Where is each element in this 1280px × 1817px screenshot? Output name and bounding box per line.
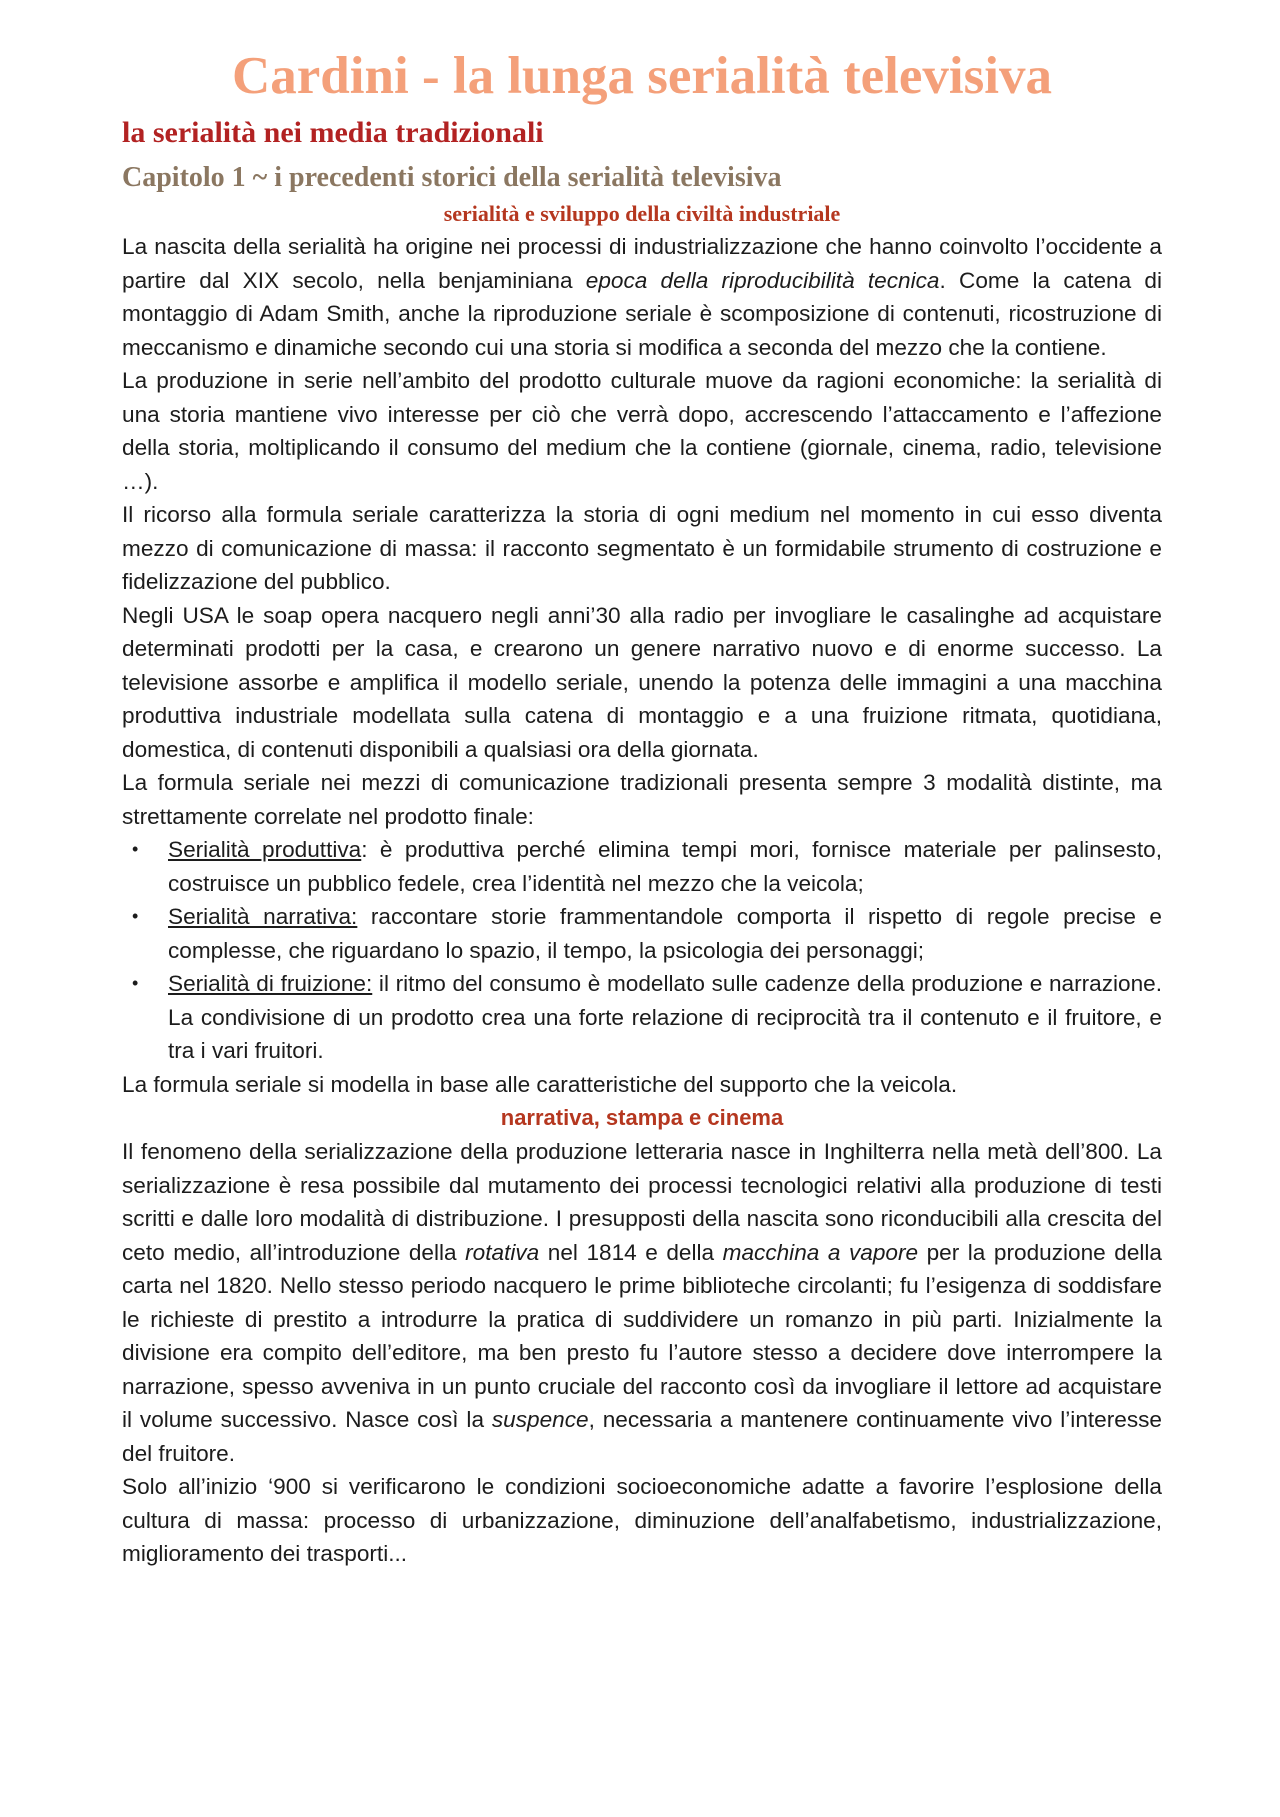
paragraph (122, 230, 1162, 364)
paragraph: La produzione in serie nell’ambito del prodotto culturale muove da ragioni economiche: la serialità di una storia mantiene vivo interesse per ciò che verrà dopo, accrescendo l’attaccamento e l’affezione della storia, moltiplicando il consumo del medium che la contiene (giornale, cinema, radio, televisione …). (122, 368, 1162, 494)
italic-text: macchina a vapore (722, 1239, 919, 1265)
italic-text: epoca della riproducibilità tecnica (585, 267, 940, 293)
text-run: . Come la catena di montaggio di Adam Smith, anche la riproduzione seriale è scomposizione di contenuti, ricostruzione di meccanismo e dinamiche secondo cui una storia si modifica a seconda del mezzo che la contiene. (122, 267, 1162, 360)
list-item (168, 833, 1162, 900)
list-item (168, 900, 1162, 967)
document-title: Cardini - la lunga serialità televisiva (232, 47, 1052, 105)
italic-text: rotativa (465, 1239, 540, 1265)
paragraph: Negli USA le soap opera nacquero negli anni’30 alla radio per invogliare le casalinghe ad acquistare determinati prodotti per la casa, e crearono un genere narrativo nuovo e di enorme successo. La televisione assorbe e amplifica il modello seriale, unendo la potenza delle immagini a una macchina produttiva industriale modellata sulla catena di montaggio e a una fruizione ritmata, quotidiana, domestica, di contenuti disponibili a qualsiasi ora della giornata. (122, 602, 1162, 762)
bullet-list (122, 833, 1162, 1068)
paragraph (122, 1135, 1162, 1470)
chapter-heading: Capitolo 1 ~ i precedenti storici della serialità televisiva (122, 162, 782, 193)
text-run: nel 1814 e della (539, 1239, 723, 1265)
text-run: per la produzione della carta nel 1820. Nello stesso periodo nacquero le prime biblioteche circolanti; fu l’esigenza di soddisfare le richieste di prestito a introdurre la pratica di suddividere un romanzo in più parti. Inizialmente la divisione era compito dell’editore, ma ben presto fu l’autore stesso a decidere dove interrompere la narrazione, spesso avveniva in un punto cruciale del racconto così da invogliare il lettore ad acquistare il volume successivo. Nasce così la (122, 1239, 1162, 1432)
paragraph: La formula seriale si modella in base alle caratteristiche del supporto che la veicola. (122, 1071, 958, 1097)
italic-text: suspence (491, 1407, 589, 1432)
text-run: , necessaria a mantenere continuamente vivo l’interesse del fruitore. (122, 1407, 1162, 1466)
list-item (168, 967, 1162, 1068)
paragraph: La formula seriale nei mezzi di comunicazione tradizionali presenta sempre 3 modalità distinte, ma strettamente correlate nel prodotto finale: (122, 770, 1162, 829)
subsection-heading: narrativa, stampa e cinema (500, 1105, 784, 1130)
list-item-text: : è produttiva perché elimina tempi mori, fornisce materiale per palinsesto, costruisce un pubblico fedele, crea l’identità nel mezzo che la veicola; (168, 837, 1162, 896)
underlined-term: Serialità narrativa: (168, 904, 358, 929)
subsection-heading: serialità e sviluppo della civiltà industriale (443, 201, 841, 226)
list-item-text: il ritmo del consumo è modellato sulle cadenze della produzione e narrazione. La condivisione di un prodotto crea una forte relazione di reciprocità tra il contenuto e il fruitore, e tra i vari fruitori. (168, 971, 1162, 1063)
paragraph: Il ricorso alla formula seriale caratterizza la storia di ogni medium nel momento in cui esso diventa mezzo di comunicazione di massa: il racconto segmentato è un formidabile strumento di costruzione e fidelizzazione del pubblico. (122, 502, 1162, 594)
text-run: Il fenomeno della serializzazione della produzione letteraria nasce in Inghilterra nella metà dell’800. La serializzazione è resa possibile dal mutamento dei processi tecnologici relativi alla produzione di testi scritti e dalle loro modalità di distribuzione. I presupposti della nascita sono riconducibili alla crescita del ceto medio, all’introduzione della (122, 1139, 1162, 1265)
document-page (122, 44, 1162, 1571)
underlined-term: Serialità di fruizione: (168, 971, 373, 996)
text-run: La nascita della serialità ha origine nei processi di industrializzazione che hanno coinvolto l’occidente a partire dal XIX secolo, nella benjaminiana (122, 234, 1162, 293)
paragraph: Solo all’inizio ‘900 si verificarono le condizioni socioeconomiche adatte a favorire l’esplosione della cultura di massa: processo di urbanizzazione, diminuzione dell’analfabetismo, industrializzazione, miglioramento dei trasporti... (122, 1474, 1162, 1566)
section-heading: la serialità nei media tradizionali (122, 116, 544, 149)
underlined-term: Serialità produttiva (168, 837, 362, 862)
list-item-text: raccontare storie frammentandole comporta il rispetto di regole precise e complesse, che riguardano lo spazio, il tempo, la psicologia dei personaggi; (168, 904, 1162, 963)
